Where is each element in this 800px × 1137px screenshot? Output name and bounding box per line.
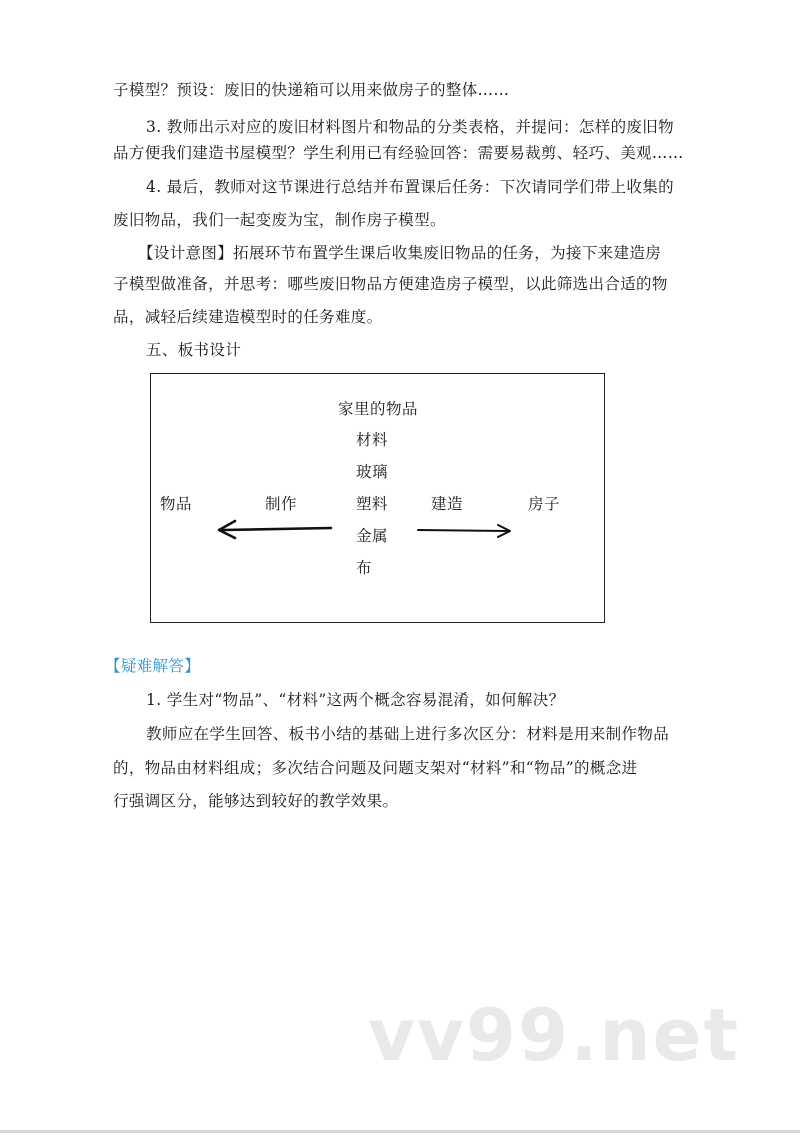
page-bottom-rule (0, 1130, 800, 1133)
board-material-2: 玻璃 (356, 463, 389, 481)
design-intent-line-1: 【设计意图】拓展环节布置学生课后收集废旧物品的任务，为接下来建造房 (138, 244, 662, 262)
board-title: 家里的物品 (338, 400, 419, 418)
qa-question: 1. 学生对“物品”、“材料”这两个概念容易混淆，如何解决？ (146, 691, 565, 709)
board-material-1: 材料 (356, 431, 389, 449)
paragraph-line-3: 品方便我们建造书屋模型？学生利用已有经验回答：需要易裁剪、轻巧、美观…… (113, 144, 684, 162)
board-material-5: 布 (356, 559, 373, 577)
blackboard-design-box (150, 373, 605, 623)
left-arrow-icon (219, 521, 331, 538)
right-arrow-icon (418, 525, 510, 537)
board-material-4: 金属 (356, 527, 389, 545)
paragraph-line-4: 4. 最后，教师对这节课进行总结并布置课后任务：下次请同学们带上收集的 (146, 178, 674, 196)
qa-answer-line-2: 的，物品由材料组成；多次结合问题及问题支架对“材料”和“物品”的概念进 (113, 759, 638, 777)
qa-answer-line-1: 教师应在学生回答、板书小结的基础上进行多次区分：材料是用来制作物品 (146, 725, 670, 743)
qa-section-title: 【疑难解答】 (105, 657, 201, 675)
paragraph-line-1: 子模型？预设：废旧的快递箱可以用来做房子的整体…… (113, 81, 510, 99)
paragraph-line-5: 废旧物品，我们一起变废为宝，制作房子模型。 (113, 211, 446, 229)
board-right-item: 房子 (528, 495, 561, 513)
qa-answer-line-3: 行强调区分，能够达到较好的教学效果。 (113, 792, 399, 810)
board-left-action: 制作 (265, 495, 298, 513)
board-right-action: 建造 (431, 495, 464, 513)
board-left-item: 物品 (160, 495, 193, 513)
board-material-3: 塑料 (356, 495, 389, 513)
design-intent-line-2: 子模型做准备，并思考：哪些废旧物品方便建造房子模型，以此筛选出合适的物 (113, 275, 668, 293)
paragraph-line-2: 3. 教师出示对应的废旧材料图片和物品的分类表格，并提问：怎样的废旧物 (146, 118, 674, 136)
design-intent-line-3: 品，减轻后续建造模型时的任务难度。 (113, 308, 383, 326)
board-arrows (151, 374, 603, 621)
watermark-text: vv99.net (368, 993, 740, 1077)
section-heading-board-design: 五、板书设计 (146, 341, 242, 359)
